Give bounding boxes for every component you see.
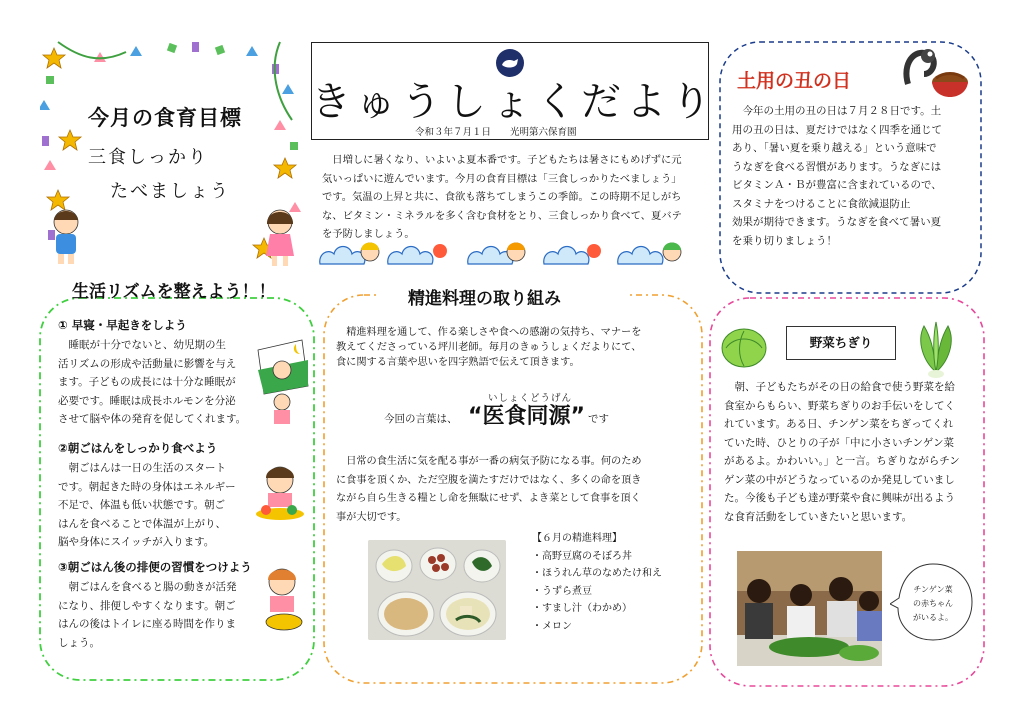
shojin-intro-line: 食に関する言葉や思いを四字熟語で伝えて頂きます。 [336,357,580,368]
yasai-line: 朝、子どもたちがその日の給食で使う野菜を給 [734,381,955,393]
cloud-sun-border-icon [318,234,708,268]
intro-paragraph [322,151,712,244]
breakfast-line: はんを食べることで体温が上がり、 [58,517,226,530]
intro-line: を予防しましょう。 [322,228,415,240]
menu-item: ・高野豆腐のそぼろ丼 [532,550,632,562]
toilet-paragraph [58,578,270,652]
sleep-line: させて脳や体の発育を促してくれます。 [58,413,247,425]
doyo-title: 土用の丑の日 [737,70,852,92]
kotoba-prefix: 今回の言葉は、 [384,413,458,425]
sleep-paragraph [58,336,250,429]
breakfast-line: 脳や身体にスイッチが入ります。 [58,536,215,548]
sleep-line: 必要です。睡眠は成長ホルモンを分泌 [58,394,236,407]
children-tearing-vegetables-photo [737,551,882,666]
goal-title: 今月の食育目標 [88,106,242,130]
sleep-section-title: ① 早寝・早起きをしよう [58,318,187,332]
doyo-line: 用の丑の日は、夏だけではなく四季を通じて [732,123,942,136]
yasai-line: れています。ある日、チンゲン菜をちぎってくれ [724,418,954,430]
bubble-line: の赤ちゃん [913,599,953,608]
goal-text-line1: 三食しっかり [88,147,208,168]
child-toilet-icon [266,569,302,630]
shojin-line: ながら自ら生きる糧とし命を無駄にせず、よき菜として食事を頂く [336,493,641,504]
toilet-line: になり、排便しやすくなります。朝ご [58,599,236,612]
toilet-line: はんの後はトイレに座る時間を作りま [58,618,236,630]
shojin-intro-line: 精進料理を通して、作る楽しさや食への感謝の気持ち、マナーを [346,327,642,338]
breakfast-paragraph [58,459,246,552]
shojin-meal-photo [368,540,506,640]
yasai-line: があるよ。かわいい。」と一言。ちぎりながらチン [724,455,960,467]
sleep-line: ます。子どもの成長には十分な睡眠が [58,376,236,388]
toilet-section-title: ③朝ごはん後の排便の習慣をつけよう [58,560,252,574]
rhythm-title: 生活リズムを整えよう！！ [72,282,276,302]
sleep-line: 活リズムの形成や活動量に影響を与え [58,357,237,370]
doyo-line: 効果が期待できます。うなぎを食べて暑い夏 [732,216,942,228]
intro-line: な、ビタミン・ミネラルを多く含む食材をとり、三食しっかり食べて、夏バテ [322,209,682,222]
issue-date: 令和３年７月１日 光明第六保育園 [415,127,577,138]
kotoba-reading: いしょくどうげん [488,393,573,404]
bubble-line: チンゲン菜 [913,585,953,594]
yasai-line: 食室からもらい、野菜ちぎりのお手伝いをしてく [724,399,955,412]
goal-text-line2: たべましょう [110,181,230,202]
breakfast-line: 不足で、体温も低い状態です。朝ご [58,499,225,511]
yasai-line: た。今後も子ども達が野菜や食に興味が出るよう [724,492,955,504]
yasai-line: ていた時、ひとりの子が「中に小さいチンゲン菜 [724,436,955,449]
breakfast-line: です。朝起きた時の身体はエネルギー [58,480,236,493]
shojin-line: 日常の食生活に気を配る事が一番の病気予防になる事。何のため [346,456,642,467]
speech-bubble-text [896,583,970,625]
cabbage-icon [722,329,766,367]
shojin-line: 事が大切です。 [336,511,407,523]
doyo-line: うなぎを食べる習慣があります。うなぎには [732,160,942,173]
doyo-line: を乗り切りましょう！ [732,234,837,247]
shojin-paragraph [336,453,692,527]
yasai-line: ゲン菜の中がどうなっているのか発見していまし [724,473,955,486]
menu-item: ・うずら煮豆 [532,585,592,597]
child-eating-icon [256,467,304,520]
yasai-paragraph [724,378,974,526]
intro-line: 日増しに暑くなり、いよいよ夏本番です。子どもたちは暑さにもめげずに元 [332,154,682,166]
menu-item: ・ほうれん草のなめたけ和え [532,568,662,579]
bok-choy-icon [921,322,951,378]
shojin-title: 精進料理の取り組み [408,289,561,309]
menu-item: ・すまし汁（わかめ） [532,603,632,614]
menu-title: 【６月の精進料理】 [532,533,622,544]
yasai-title: 野菜ちぎり [809,335,873,350]
eel-bowl-icon [906,49,968,97]
doyo-line: スタミナをつけることに食欲減退防止 [732,197,911,210]
toilet-line: 朝ごはんを食べると腸の動きが活発 [68,581,237,593]
intro-line: です。気温の上昇と共に、食欲も落ちてしまうこの季節。この時期不足しがち [322,191,682,203]
newsletter-title: きゅうしょくだより [311,79,716,125]
doyo-paragraph [732,102,970,250]
shojin-intro-paragraph [336,325,692,370]
doyo-line: 今年の土用の丑の日は７月２８日です。土 [742,105,942,117]
breakfast-line: 朝ごはんは一日の生活のスタート [68,462,226,474]
toilet-line: しょう。 [58,636,100,649]
sleeping-child-icon [258,340,308,424]
shojin-line: に食事を頂くか、ただ空腹を満たすだけではなく、多くの命を頂き [336,474,642,486]
kotoba-suffix: です [588,413,609,425]
doyo-line: ビタミンＡ・Ｂが豊富に含まれているので、 [732,179,942,191]
sleep-line: 睡眠が十分でないと、幼児期の生 [68,339,226,351]
bubble-line: がいるよ。 [913,613,953,622]
kotoba-word: “医食同源” [468,404,585,429]
child-boy-icon [54,210,78,264]
breakfast-section-title: ②朝ごはんをしっかり食べよう [58,441,218,455]
intro-line: 気いっぱいに遊んでいます。今月の食育目標は「三食しっかりたべましょう」 [322,172,682,185]
june-menu-list [532,530,662,635]
menu-item: ・メロン [532,620,572,632]
yasai-line: な食育活動をしていきたいと思います。 [724,510,913,523]
shojin-intro-line: 教えてくださっている坪川老師。毎月のきゅうしょくだよりにて、 [336,342,642,353]
doyo-line: あり、「暑い夏を乗り越える」という意味で [732,142,937,154]
